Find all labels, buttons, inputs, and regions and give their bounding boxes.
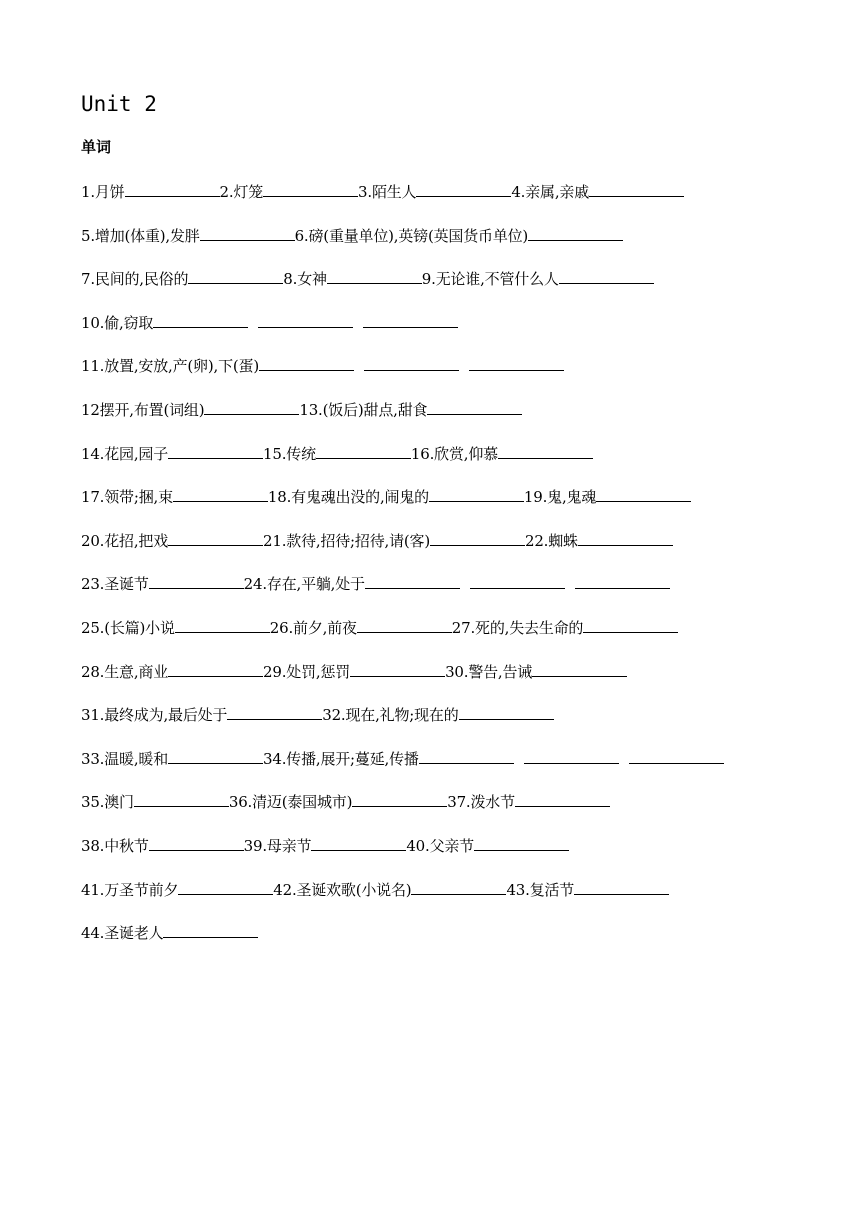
answer-blank[interactable]	[188, 268, 283, 284]
vocab-prompt: 3.陌生人	[358, 183, 417, 201]
vocab-prompt: 14.花园,园子	[81, 444, 169, 463]
answer-blank[interactable]	[168, 661, 263, 677]
vocab-prompt: 21.款待,招待;招待,请(客)	[263, 531, 430, 550]
vocab-line	[81, 181, 684, 203]
vocab-prompt: 18.有鬼魂出没的,闹鬼的	[267, 488, 429, 507]
vocab-prompt: 8.女神	[283, 270, 327, 289]
vocab-prompt: 5.增加(体重),发胖	[81, 226, 200, 245]
answer-blank[interactable]	[149, 835, 244, 851]
answer-blank[interactable]	[350, 661, 445, 677]
answer-blank[interactable]	[153, 312, 248, 328]
vocab-prompt: 10.偷,窃取	[81, 313, 154, 332]
vocab-line	[81, 486, 691, 508]
vocab-prompt: 13.(饭后)甜点,甜食	[299, 401, 428, 419]
vocab-prompt: 16.欣赏,仰慕	[410, 444, 498, 463]
answer-blank[interactable]	[578, 530, 673, 546]
answer-blank[interactable]	[430, 530, 525, 546]
vocab-prompt: 31.最终成为,最后处于	[81, 706, 228, 725]
answer-blank[interactable]	[498, 443, 593, 459]
answer-blank[interactable]	[589, 181, 684, 197]
vocab-prompt: 30.警告,告诫	[445, 662, 533, 681]
vocab-prompt: 32.现在,礼物;现在的	[322, 706, 459, 725]
answer-blank[interactable]	[574, 879, 669, 895]
vocab-line	[81, 225, 623, 247]
vocab-prompt: 33.温暖,暖和	[81, 749, 169, 768]
vocab-line	[81, 748, 724, 770]
answer-blank[interactable]	[629, 748, 724, 764]
answer-blank[interactable]	[134, 791, 229, 807]
vocab-prompt: 41.万圣节前夕	[81, 880, 179, 899]
vocab-line	[81, 879, 669, 901]
vocab-prompt: 23.圣诞节	[81, 575, 149, 594]
vocab-prompt: 15.传统	[263, 444, 316, 463]
vocab-line	[81, 791, 610, 813]
vocab-prompt: 37.泼水节	[447, 793, 515, 812]
answer-blank[interactable]	[459, 704, 554, 720]
answer-blank[interactable]	[352, 791, 447, 807]
vocab-prompt: 34.传播,展开;蔓延,传播	[263, 749, 419, 768]
answer-blank[interactable]	[163, 922, 258, 938]
answer-blank[interactable]	[470, 573, 565, 589]
answer-blank[interactable]	[227, 704, 322, 720]
answer-blank[interactable]	[258, 312, 353, 328]
answer-blank[interactable]	[429, 486, 524, 502]
vocab-prompt: 44.圣诞老人	[81, 924, 164, 943]
vocab-prompt: 35.澳门	[81, 793, 134, 812]
answer-blank[interactable]	[416, 181, 511, 197]
answer-blank[interactable]	[125, 181, 220, 197]
answer-blank[interactable]	[427, 399, 522, 415]
vocab-prompt: 25.(长篇)小说	[81, 619, 175, 637]
vocab-line	[81, 355, 564, 377]
answer-blank[interactable]	[524, 748, 619, 764]
vocab-line	[81, 835, 569, 857]
answer-blank[interactable]	[363, 312, 458, 328]
vocab-line	[81, 617, 678, 639]
answer-blank[interactable]	[173, 486, 268, 502]
vocab-prompt: 17.领带;捆,束	[81, 488, 173, 507]
vocab-prompt: 27.死的,失去生命的	[451, 619, 584, 637]
answer-blank[interactable]	[178, 879, 273, 895]
vocab-prompt: 22.蜘蛛	[524, 531, 578, 550]
vocab-prompt: 2.灯笼	[219, 183, 264, 201]
answer-blank[interactable]	[469, 355, 564, 371]
answer-blank[interactable]	[200, 225, 295, 241]
vocab-line	[81, 443, 593, 465]
vocab-line	[81, 922, 258, 944]
vocab-prompt: 6.磅(重量单位),英镑(英国货币单位)	[294, 226, 529, 245]
vocab-line	[81, 661, 627, 683]
answer-blank[interactable]	[365, 573, 460, 589]
answer-blank[interactable]	[175, 617, 270, 633]
vocab-prompt: 36.清迈(泰国城市)	[228, 793, 353, 812]
answer-blank[interactable]	[474, 835, 569, 851]
answer-blank[interactable]	[316, 443, 411, 459]
vocab-prompt: 7.民间的,民俗的	[81, 270, 189, 289]
unit-title: Unit 2	[81, 92, 157, 116]
vocab-line	[81, 530, 673, 552]
answer-blank[interactable]	[168, 748, 263, 764]
answer-blank[interactable]	[263, 181, 358, 197]
answer-blank[interactable]	[559, 268, 654, 284]
answer-blank[interactable]	[204, 399, 299, 415]
vocab-prompt: 43.复活节	[506, 880, 575, 899]
vocab-prompt: 1.月饼	[81, 183, 125, 201]
vocab-prompt: 4.亲属,亲戚	[511, 183, 590, 201]
vocab-line	[81, 704, 554, 726]
vocab-prompt: 40.父亲节	[406, 837, 474, 855]
answer-blank[interactable]	[583, 617, 678, 633]
vocab-prompt: 38.中秋节	[81, 837, 149, 855]
vocab-prompt: 26.前夕,前夜	[269, 619, 357, 637]
answer-blank[interactable]	[364, 355, 459, 371]
answer-blank[interactable]	[259, 355, 354, 371]
answer-blank[interactable]	[311, 835, 406, 851]
answer-blank[interactable]	[575, 573, 670, 589]
answer-blank[interactable]	[168, 530, 263, 546]
answer-blank[interactable]	[168, 443, 263, 459]
vocab-line	[81, 573, 670, 595]
vocab-line	[81, 399, 522, 421]
answer-blank[interactable]	[596, 486, 691, 502]
vocab-prompt: 20.花招,把戏	[81, 531, 169, 550]
vocab-prompt: 24.存在,平躺,处于	[243, 575, 365, 594]
vocab-line	[81, 312, 458, 334]
vocab-prompt: 28.生意,商业	[81, 662, 169, 681]
answer-blank[interactable]	[515, 791, 610, 807]
vocab-prompt: 39.母亲节	[243, 837, 312, 855]
answer-blank[interactable]	[419, 748, 514, 764]
vocab-line	[81, 268, 654, 290]
answer-blank[interactable]	[357, 617, 452, 633]
vocab-prompt: 12摆开,布置(词组)	[81, 401, 205, 419]
vocab-prompt: 11.放置,安放,产(卵),下(蛋)	[81, 357, 259, 376]
vocab-prompt: 19.鬼,鬼魂	[523, 488, 597, 507]
section-label: 单词	[81, 138, 112, 156]
answer-blank[interactable]	[149, 573, 244, 589]
answer-blank[interactable]	[411, 879, 506, 895]
vocab-prompt: 29.处罚,惩罚	[263, 662, 351, 681]
answer-blank[interactable]	[327, 268, 422, 284]
vocab-prompt: 42.圣诞欢歌(小说名)	[273, 880, 412, 899]
vocab-prompt: 9.无论谁,不管什么人	[421, 270, 559, 289]
answer-blank[interactable]	[532, 661, 627, 677]
answer-blank[interactable]	[528, 225, 623, 241]
